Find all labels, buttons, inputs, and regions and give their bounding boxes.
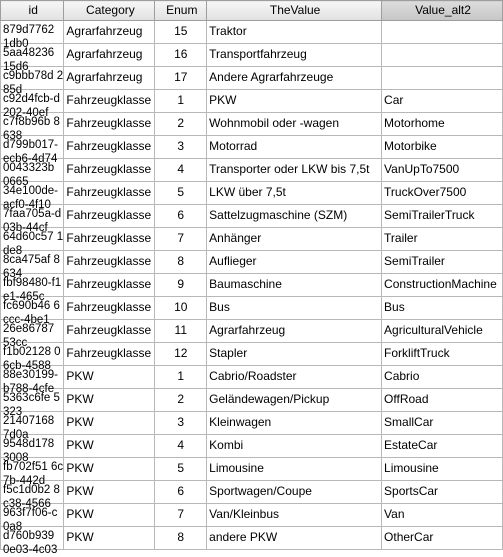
cell-id[interactable] (1, 320, 64, 349)
cell-thevalue[interactable]: Stapler (207, 343, 382, 366)
cell-id-text: 64d60c57 1de8 (3, 231, 64, 257)
cell-category[interactable]: Fahrzeugklasse (64, 182, 155, 205)
cell-id-text: 5aa48236 15d6 (3, 47, 55, 73)
cell-enum[interactable]: 7 (155, 504, 207, 527)
cell-id[interactable] (1, 527, 64, 556)
cell-thevalue[interactable]: Cabrio/Roadster (207, 366, 382, 389)
cell-id-text: d799b017-ecb6-4d74 (3, 139, 58, 165)
cell-id-text: 21407168 7d0a (3, 415, 55, 441)
table-row[interactable] (1, 389, 503, 412)
cell-id-text: 963f7f06-c0a8 (3, 507, 58, 533)
cell-id[interactable] (1, 343, 64, 372)
table-row[interactable] (1, 527, 503, 550)
table-row[interactable] (1, 504, 503, 527)
table-row[interactable] (1, 113, 503, 136)
cell-category[interactable]: Fahrzeugklasse (64, 113, 155, 136)
cell-id-text: 879d7762 1db0 (3, 24, 55, 50)
cell-value-alt2[interactable]: AgriculturalVehicle (382, 320, 503, 343)
cell-thevalue[interactable]: Andere Agrarfahrzeuge (207, 67, 382, 90)
cell-id[interactable] (1, 67, 64, 96)
cell-id-text: c9bbb78d 285d (3, 70, 64, 96)
cell-thevalue[interactable]: Wohnmobil oder -wagen (207, 113, 382, 136)
cell-thevalue[interactable]: Kleinwagen (207, 412, 382, 435)
cell-category[interactable]: Agrarfahrzeug (64, 44, 155, 67)
cell-enum[interactable]: 8 (155, 251, 207, 274)
table-row[interactable] (1, 412, 503, 435)
table-row[interactable] (1, 366, 503, 389)
cell-value-alt2[interactable] (382, 44, 503, 67)
cell-id-text: fb702f51 6c7b-442d (3, 461, 64, 487)
cell-id[interactable] (1, 274, 64, 303)
cell-category[interactable]: Fahrzeugklasse (64, 251, 155, 274)
cell-id-text: f5c1d0b2 8c38-4566 (3, 484, 60, 510)
header-row (1, 1, 503, 21)
cell-enum[interactable]: 4 (155, 159, 207, 182)
table-row[interactable] (1, 481, 503, 504)
cell-thevalue[interactable]: Anhänger (207, 228, 382, 251)
cell-thevalue[interactable]: Traktor (207, 21, 382, 44)
column-header-enum[interactable]: Enum (155, 1, 207, 21)
cell-enum[interactable]: 5 (155, 182, 207, 205)
cell-id-text: 8ca475af 8634 (3, 254, 60, 280)
cell-category[interactable]: PKW (64, 527, 155, 550)
cell-enum[interactable]: 1 (155, 90, 207, 113)
table-row[interactable] (1, 297, 503, 320)
cell-id[interactable] (1, 412, 64, 441)
cell-enum[interactable]: 6 (155, 481, 207, 504)
cell-id[interactable] (1, 182, 64, 211)
cell-value-alt2[interactable]: Limousine (382, 458, 503, 481)
cell-value-alt2[interactable]: Cabrio (382, 366, 503, 389)
column-header-id[interactable]: id (1, 1, 64, 21)
cell-value-alt2[interactable]: Bus (382, 297, 503, 320)
cell-id[interactable] (1, 251, 64, 280)
cell-thevalue[interactable]: Auflieger (207, 251, 382, 274)
table-row[interactable] (1, 136, 503, 159)
cell-id[interactable] (1, 90, 64, 119)
cell-id[interactable] (1, 205, 64, 234)
cell-value-alt2[interactable]: SmallCar (382, 412, 503, 435)
cell-enum[interactable]: 12 (155, 343, 207, 366)
cell-enum[interactable]: 17 (155, 67, 207, 90)
cell-category[interactable]: Fahrzeugklasse (64, 205, 155, 228)
table-row[interactable] (1, 159, 503, 182)
cell-id[interactable] (1, 44, 64, 73)
table-row[interactable] (1, 205, 503, 228)
table-row[interactable] (1, 67, 503, 90)
table-row[interactable] (1, 251, 503, 274)
cell-category[interactable]: PKW (64, 481, 155, 504)
cell-id[interactable] (1, 435, 64, 464)
cell-category[interactable]: Fahrzeugklasse (64, 343, 155, 366)
cell-id[interactable] (1, 481, 64, 510)
table-row[interactable] (1, 44, 503, 67)
cell-thevalue[interactable]: LKW über 7,5t (207, 182, 382, 205)
table-row[interactable] (1, 90, 503, 113)
cell-id-text: d760b939 0e03-4c03 (3, 530, 58, 556)
table-row[interactable] (1, 320, 503, 343)
cell-enum[interactable]: 9 (155, 274, 207, 297)
cell-value-alt2[interactable] (382, 21, 503, 44)
cell-id[interactable] (1, 504, 64, 533)
cell-thevalue[interactable]: Motorrad (207, 136, 382, 159)
table-row[interactable] (1, 21, 503, 44)
cell-id-text: fbf98480-f1e1-465c (3, 277, 62, 303)
cell-id-text: f1b02128 06cb-4588 (3, 346, 61, 372)
cell-id[interactable] (1, 366, 64, 395)
cell-enum[interactable]: 7 (155, 228, 207, 251)
cell-id-text: 26e86787 53cc (3, 323, 55, 349)
cell-value-alt2[interactable]: EstateCar (382, 435, 503, 458)
cell-thevalue[interactable]: Baumaschine (207, 274, 382, 297)
cell-category[interactable]: Fahrzeugklasse (64, 228, 155, 251)
cell-id[interactable] (1, 21, 64, 50)
column-header-value-alt2[interactable]: Value_alt2 (382, 1, 503, 21)
cell-enum[interactable]: 15 (155, 21, 207, 44)
cell-enum[interactable]: 4 (155, 435, 207, 458)
cell-category[interactable]: Agrarfahrzeug (64, 21, 155, 44)
cell-enum[interactable]: 11 (155, 320, 207, 343)
cell-id-text: 34e100de-acf0-4f10 (3, 185, 58, 211)
cell-value-alt2[interactable]: TruckOver7500 (382, 182, 503, 205)
cell-category[interactable]: PKW (64, 412, 155, 435)
cell-id-text: c7f8b96b 8638 (3, 116, 60, 142)
cell-id[interactable] (1, 458, 64, 487)
cell-value-alt2[interactable]: ForkliftTruck (382, 343, 503, 366)
table-row[interactable] (1, 458, 503, 481)
cell-value-alt2[interactable]: Motorhome (382, 113, 503, 136)
cell-category[interactable]: Fahrzeugklasse (64, 297, 155, 320)
cell-category[interactable]: PKW (64, 458, 155, 481)
cell-id[interactable] (1, 297, 64, 326)
table-row[interactable] (1, 228, 503, 251)
cell-enum[interactable]: 6 (155, 205, 207, 228)
cell-id-text: c92d4fcb-d202-40ef (3, 93, 60, 119)
cell-value-alt2[interactable]: ConstructionMachine (382, 274, 503, 297)
cell-value-alt2[interactable]: SemiTrailerTruck (382, 205, 503, 228)
cell-value-alt2[interactable]: OffRoad (382, 389, 503, 412)
cell-enum[interactable]: 2 (155, 389, 207, 412)
cell-category[interactable]: Fahrzeugklasse (64, 136, 155, 159)
cell-value-alt2[interactable]: Trailer (382, 228, 503, 251)
cell-category[interactable]: PKW (64, 504, 155, 527)
cell-category[interactable]: Agrarfahrzeug (64, 67, 155, 90)
table-row[interactable] (1, 343, 503, 366)
cell-id[interactable] (1, 228, 64, 257)
cell-category[interactable]: Fahrzeugklasse (64, 320, 155, 343)
cell-id[interactable] (1, 389, 64, 418)
cell-thevalue[interactable]: Kombi (207, 435, 382, 458)
cell-enum[interactable]: 8 (155, 527, 207, 550)
cell-enum[interactable]: 2 (155, 113, 207, 136)
cell-category[interactable]: Fahrzeugklasse (64, 159, 155, 182)
cell-thevalue[interactable]: Bus (207, 297, 382, 320)
cell-category[interactable]: Fahrzeugklasse (64, 90, 155, 113)
cell-value-alt2[interactable]: OtherCar (382, 527, 503, 550)
cell-category[interactable]: PKW (64, 435, 155, 458)
cell-id[interactable] (1, 136, 64, 165)
cell-enum[interactable]: 3 (155, 136, 207, 159)
cell-thevalue[interactable]: Sportwagen/Coupe (207, 481, 382, 504)
cell-value-alt2[interactable] (382, 67, 503, 90)
cell-thevalue[interactable]: Van/Kleinbus (207, 504, 382, 527)
cell-value-alt2[interactable]: Motorbike (382, 136, 503, 159)
cell-id-text: fc690b46 6ccc-4be1 (3, 300, 60, 326)
cell-thevalue[interactable]: PKW (207, 90, 382, 113)
cell-category[interactable]: Fahrzeugklasse (64, 274, 155, 297)
cell-value-alt2[interactable]: Car (382, 90, 503, 113)
cell-category[interactable]: PKW (64, 366, 155, 389)
cell-thevalue[interactable]: Transportfahrzeug (207, 44, 382, 67)
cell-id-text: 9548d178 3008 (3, 438, 55, 464)
column-header-category[interactable]: Category (64, 1, 155, 21)
cell-id-text: 88e30199-b788-4cfe (3, 369, 58, 395)
cell-id[interactable] (1, 113, 64, 142)
cell-enum[interactable]: 1 (155, 366, 207, 389)
cell-enum[interactable]: 16 (155, 44, 207, 67)
cell-category[interactable]: PKW (64, 389, 155, 412)
cell-id-text: 7faa705a-d03b-44cf (3, 208, 62, 234)
cell-thevalue[interactable]: Sattelzugmaschine (SZM) (207, 205, 382, 228)
table-row[interactable] (1, 435, 503, 458)
cell-value-alt2[interactable]: VanUpTo7500 (382, 159, 503, 182)
table-row[interactable] (1, 274, 503, 297)
cell-thevalue[interactable]: Transporter oder LKW bis 7,5t (207, 159, 382, 182)
cell-thevalue[interactable]: Geländewagen/Pickup (207, 389, 382, 412)
cell-id-text: 0043323b 0665 (3, 162, 55, 188)
cell-value-alt2[interactable]: SemiTrailer (382, 251, 503, 274)
cell-enum[interactable]: 3 (155, 412, 207, 435)
cell-enum[interactable]: 10 (155, 297, 207, 320)
cell-enum[interactable]: 5 (155, 458, 207, 481)
table-row[interactable] (1, 182, 503, 205)
cell-thevalue[interactable]: Agrarfahrzeug (207, 320, 382, 343)
cell-thevalue[interactable]: andere PKW (207, 527, 382, 550)
cell-value-alt2[interactable]: SportsCar (382, 481, 503, 504)
column-header-thevalue[interactable]: TheValue (207, 1, 382, 21)
cell-thevalue[interactable]: Limousine (207, 458, 382, 481)
cell-value-alt2[interactable]: Van (382, 504, 503, 527)
cell-id-text: 5363c6fe 5323 (3, 392, 60, 418)
